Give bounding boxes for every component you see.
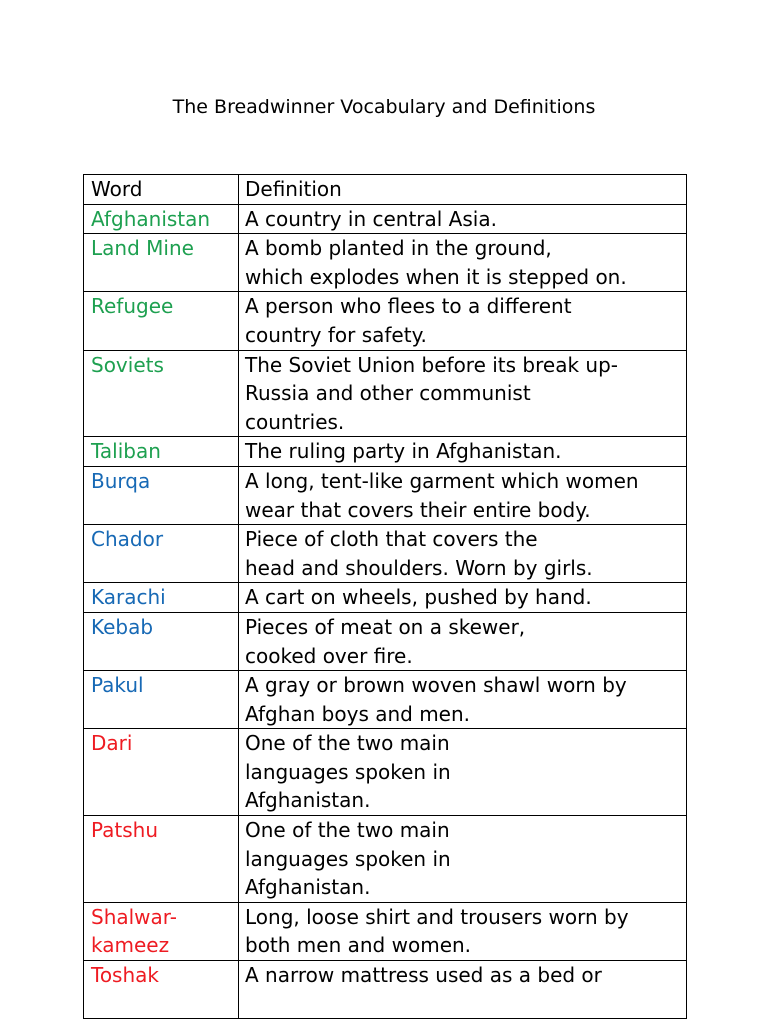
vocab-definition: Pieces of meat on a skewer, cooked over fire. <box>239 612 687 670</box>
vocab-definition: A long, tent-like garment which women wear that covers their entire body. <box>239 466 687 524</box>
vocab-word: Afghanistan <box>84 204 239 234</box>
vocab-definition: The Soviet Union before its break up- Russia and other communist countries. <box>239 350 687 437</box>
vocab-word: Shalwar- kameez <box>84 902 239 960</box>
vocab-definition: Piece of cloth that covers the head and shoulders. Worn by girls. <box>239 525 687 583</box>
header-word: Word <box>84 175 239 205</box>
vocab-word: Chador <box>84 525 239 583</box>
table-row <box>84 816 687 903</box>
vocab-word: Soviets <box>84 350 239 437</box>
table-row <box>84 204 687 234</box>
vocab-word: Land Mine <box>84 234 239 292</box>
table-row <box>84 234 687 292</box>
vocab-word: Toshak <box>84 961 239 1019</box>
table-row <box>84 961 687 1019</box>
table-row <box>84 671 687 729</box>
vocab-word: Taliban <box>84 437 239 467</box>
vocab-word: Patshu <box>84 816 239 903</box>
vocab-definition: A bomb planted in the ground, which explodes when it is stepped on. <box>239 234 687 292</box>
vocab-definition: Long, loose shirt and trousers worn by both men and women. <box>239 902 687 960</box>
table-row <box>84 466 687 524</box>
table-row <box>84 583 687 613</box>
header-definition: Definition <box>239 175 687 205</box>
table-row <box>84 729 687 816</box>
vocab-word: Pakul <box>84 671 239 729</box>
vocab-definition: A person who flees to a different country for safety. <box>239 292 687 350</box>
vocab-word: Burqa <box>84 466 239 524</box>
vocab-definition: A country in central Asia. <box>239 204 687 234</box>
table-row <box>84 292 687 350</box>
table-row <box>84 350 687 437</box>
vocab-word: Refugee <box>84 292 239 350</box>
page-title: The Breadwinner Vocabulary and Definitions <box>172 96 596 118</box>
vocab-definition: One of the two main languages spoken in Afghanistan. <box>239 729 687 816</box>
vocab-definition: A narrow mattress used as a bed or <box>239 961 687 1019</box>
table-header-row <box>84 175 687 205</box>
vocab-word: Karachi <box>84 583 239 613</box>
table-row <box>84 612 687 670</box>
vocab-definition: A gray or brown woven shawl worn by Afghan boys and men. <box>239 671 687 729</box>
table-row <box>84 902 687 960</box>
table-row <box>84 525 687 583</box>
vocab-definition: One of the two main languages spoken in Afghanistan. <box>239 816 687 903</box>
table-row <box>84 437 687 467</box>
vocab-definition: The ruling party in Afghanistan. <box>239 437 687 467</box>
vocabulary-table <box>83 174 687 1019</box>
vocab-word: Kebab <box>84 612 239 670</box>
vocab-definition: A cart on wheels, pushed by hand. <box>239 583 687 613</box>
vocab-word: Dari <box>84 729 239 816</box>
